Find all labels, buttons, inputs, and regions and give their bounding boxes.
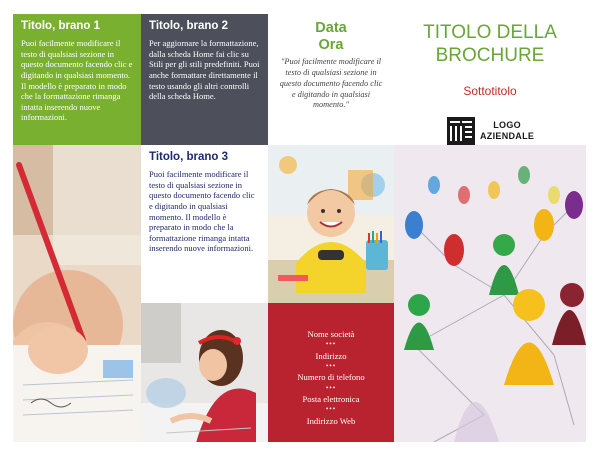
section-3-body: Puoi facilmente modificare il testo di qualsiasi sezione in questo documento facendo clic e digitando in qualsiasi momento. Il modello è preparato in modo che la formattazione rimanga intatta inserendo nuove informazioni.: [149, 169, 255, 254]
time-label: Ora: [318, 36, 344, 53]
brochure-subtitle: Sottotitolo: [463, 83, 517, 98]
separator-dots: •••: [325, 362, 337, 371]
brochure-header: [394, 14, 586, 145]
photo-smiling-boy: [268, 145, 394, 303]
section-2-title: Titolo, brano 2: [149, 20, 229, 32]
brochure-title-line-1: TITOLO DELLA: [423, 22, 557, 43]
brochure-title-line-2: BROCHURE: [435, 44, 545, 66]
section-3-panel: [141, 145, 268, 303]
logo-text-line-2: AZIENDALE: [480, 131, 535, 141]
company-logo: [447, 117, 534, 145]
section-1-title: Titolo, brano 1: [21, 20, 101, 32]
section-2-body: Per aggiornare la formattazione, dalla scheda Home fai clic su Stili per gli stili predefiniti. Puoi anche formattare direttamente il testo usando gli altri controlli della scheda Home.: [149, 38, 260, 102]
separator-dots: •••: [325, 405, 337, 414]
company-name: Nome società: [307, 329, 355, 339]
separator-dots: •••: [325, 340, 337, 349]
section-3-title: Titolo, brano 3: [149, 151, 229, 163]
contact-info-panel: [268, 303, 394, 442]
section-2-panel: [141, 14, 268, 145]
logo-mark-icon: [447, 117, 475, 145]
logo-text-line-1: LOGO: [493, 120, 521, 131]
email-address: Posta elettronica: [302, 394, 360, 405]
section-1-body: Puoi facilmente modificare il testo di qualsiasi sezione in questo documento facendo clic e digitando in qualsiasi momento. Il modello è preparato in modo che la formattazione rimanga intatta inserendo nuove informazioni.: [21, 38, 133, 123]
separator-dots: •••: [325, 383, 337, 392]
date-label: Data: [315, 20, 347, 36]
address: Indirizzo: [315, 350, 347, 361]
quote-text: "Puoi facilmente modificare il testo di qualsiasi sezione in questo documento facendo clic e digitando in qualsiasi momento.": [279, 57, 383, 110]
date-time-column: [268, 14, 394, 145]
photo-pawns-network: [394, 145, 586, 442]
website-address: Indirizzo Web: [306, 415, 356, 426]
section-1-panel: [13, 14, 141, 145]
phone-number: Numero di telefono: [297, 372, 365, 383]
photo-girl-writing: [141, 303, 268, 442]
photo-child-writing: [13, 145, 141, 442]
